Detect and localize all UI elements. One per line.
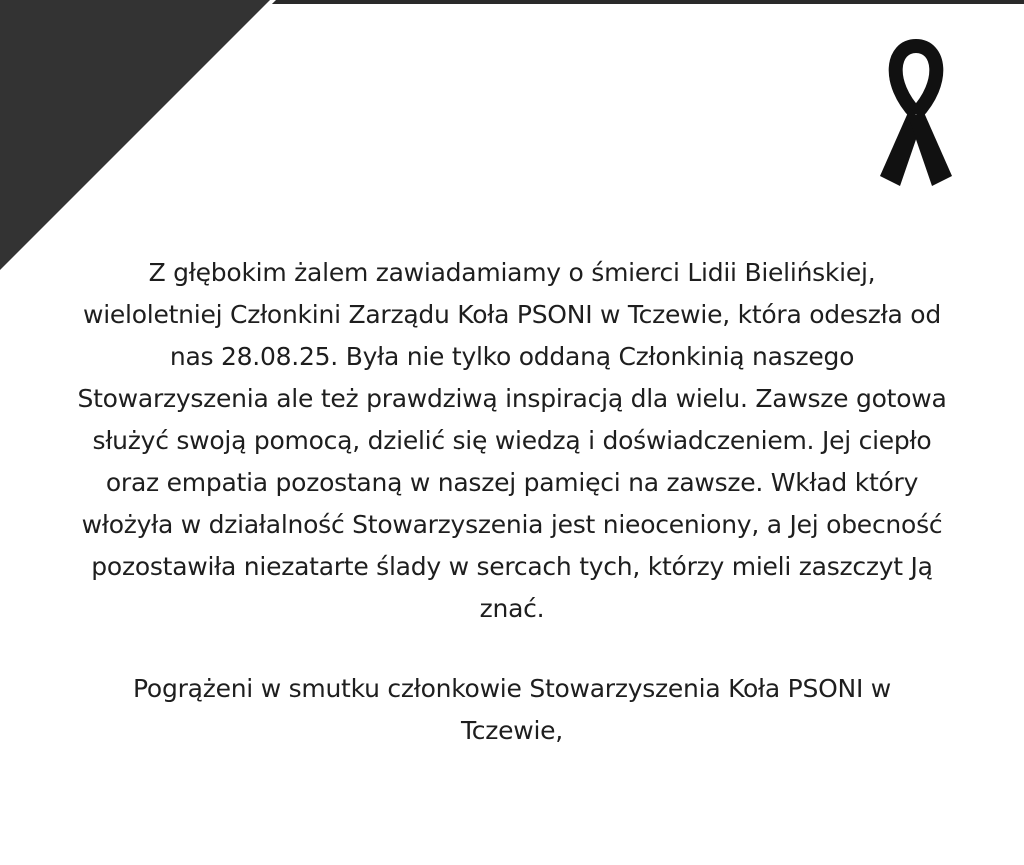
signature-line: Pogrążeni w smutku członkowie Stowarzyszenia Koła PSONI w: [133, 674, 891, 703]
notice-line: Z głębokim żalem zawiadamiamy o śmierci Lidii Bielińskiej,: [148, 258, 876, 287]
mourning-ribbon-icon: [866, 36, 966, 192]
condolence-notice: [8, 252, 1016, 752]
notice-line: znać.: [479, 594, 545, 623]
notice-line: włożyła w działalność Stowarzyszenia jest nieoceniony, a Jej obecność: [81, 510, 943, 539]
signature-line: Tczewie,: [461, 716, 563, 745]
notice-line: oraz empatia pozostaną w naszej pamięci na zawsze. Wkład który: [105, 468, 919, 497]
notice-line: nas 28.08.25. Była nie tylko oddaną Członkinią naszego: [169, 342, 855, 371]
notice-line: Stowarzyszenia ale też prawdziwą inspiracją dla wielu. Zawsze gotowa: [77, 384, 947, 413]
notice-line: wieloletniej Członkini Zarządu Koła PSONI w Tczewie, która odeszła od: [83, 300, 941, 329]
notice-line: służyć swoją pomocą, dzielić się wiedzą i doświadczeniem. Jej ciepło: [92, 426, 932, 455]
notice-line: pozostawiła niezatarte ślady w sercach tych, którzy mieli zaszczyt Ją: [91, 552, 933, 581]
